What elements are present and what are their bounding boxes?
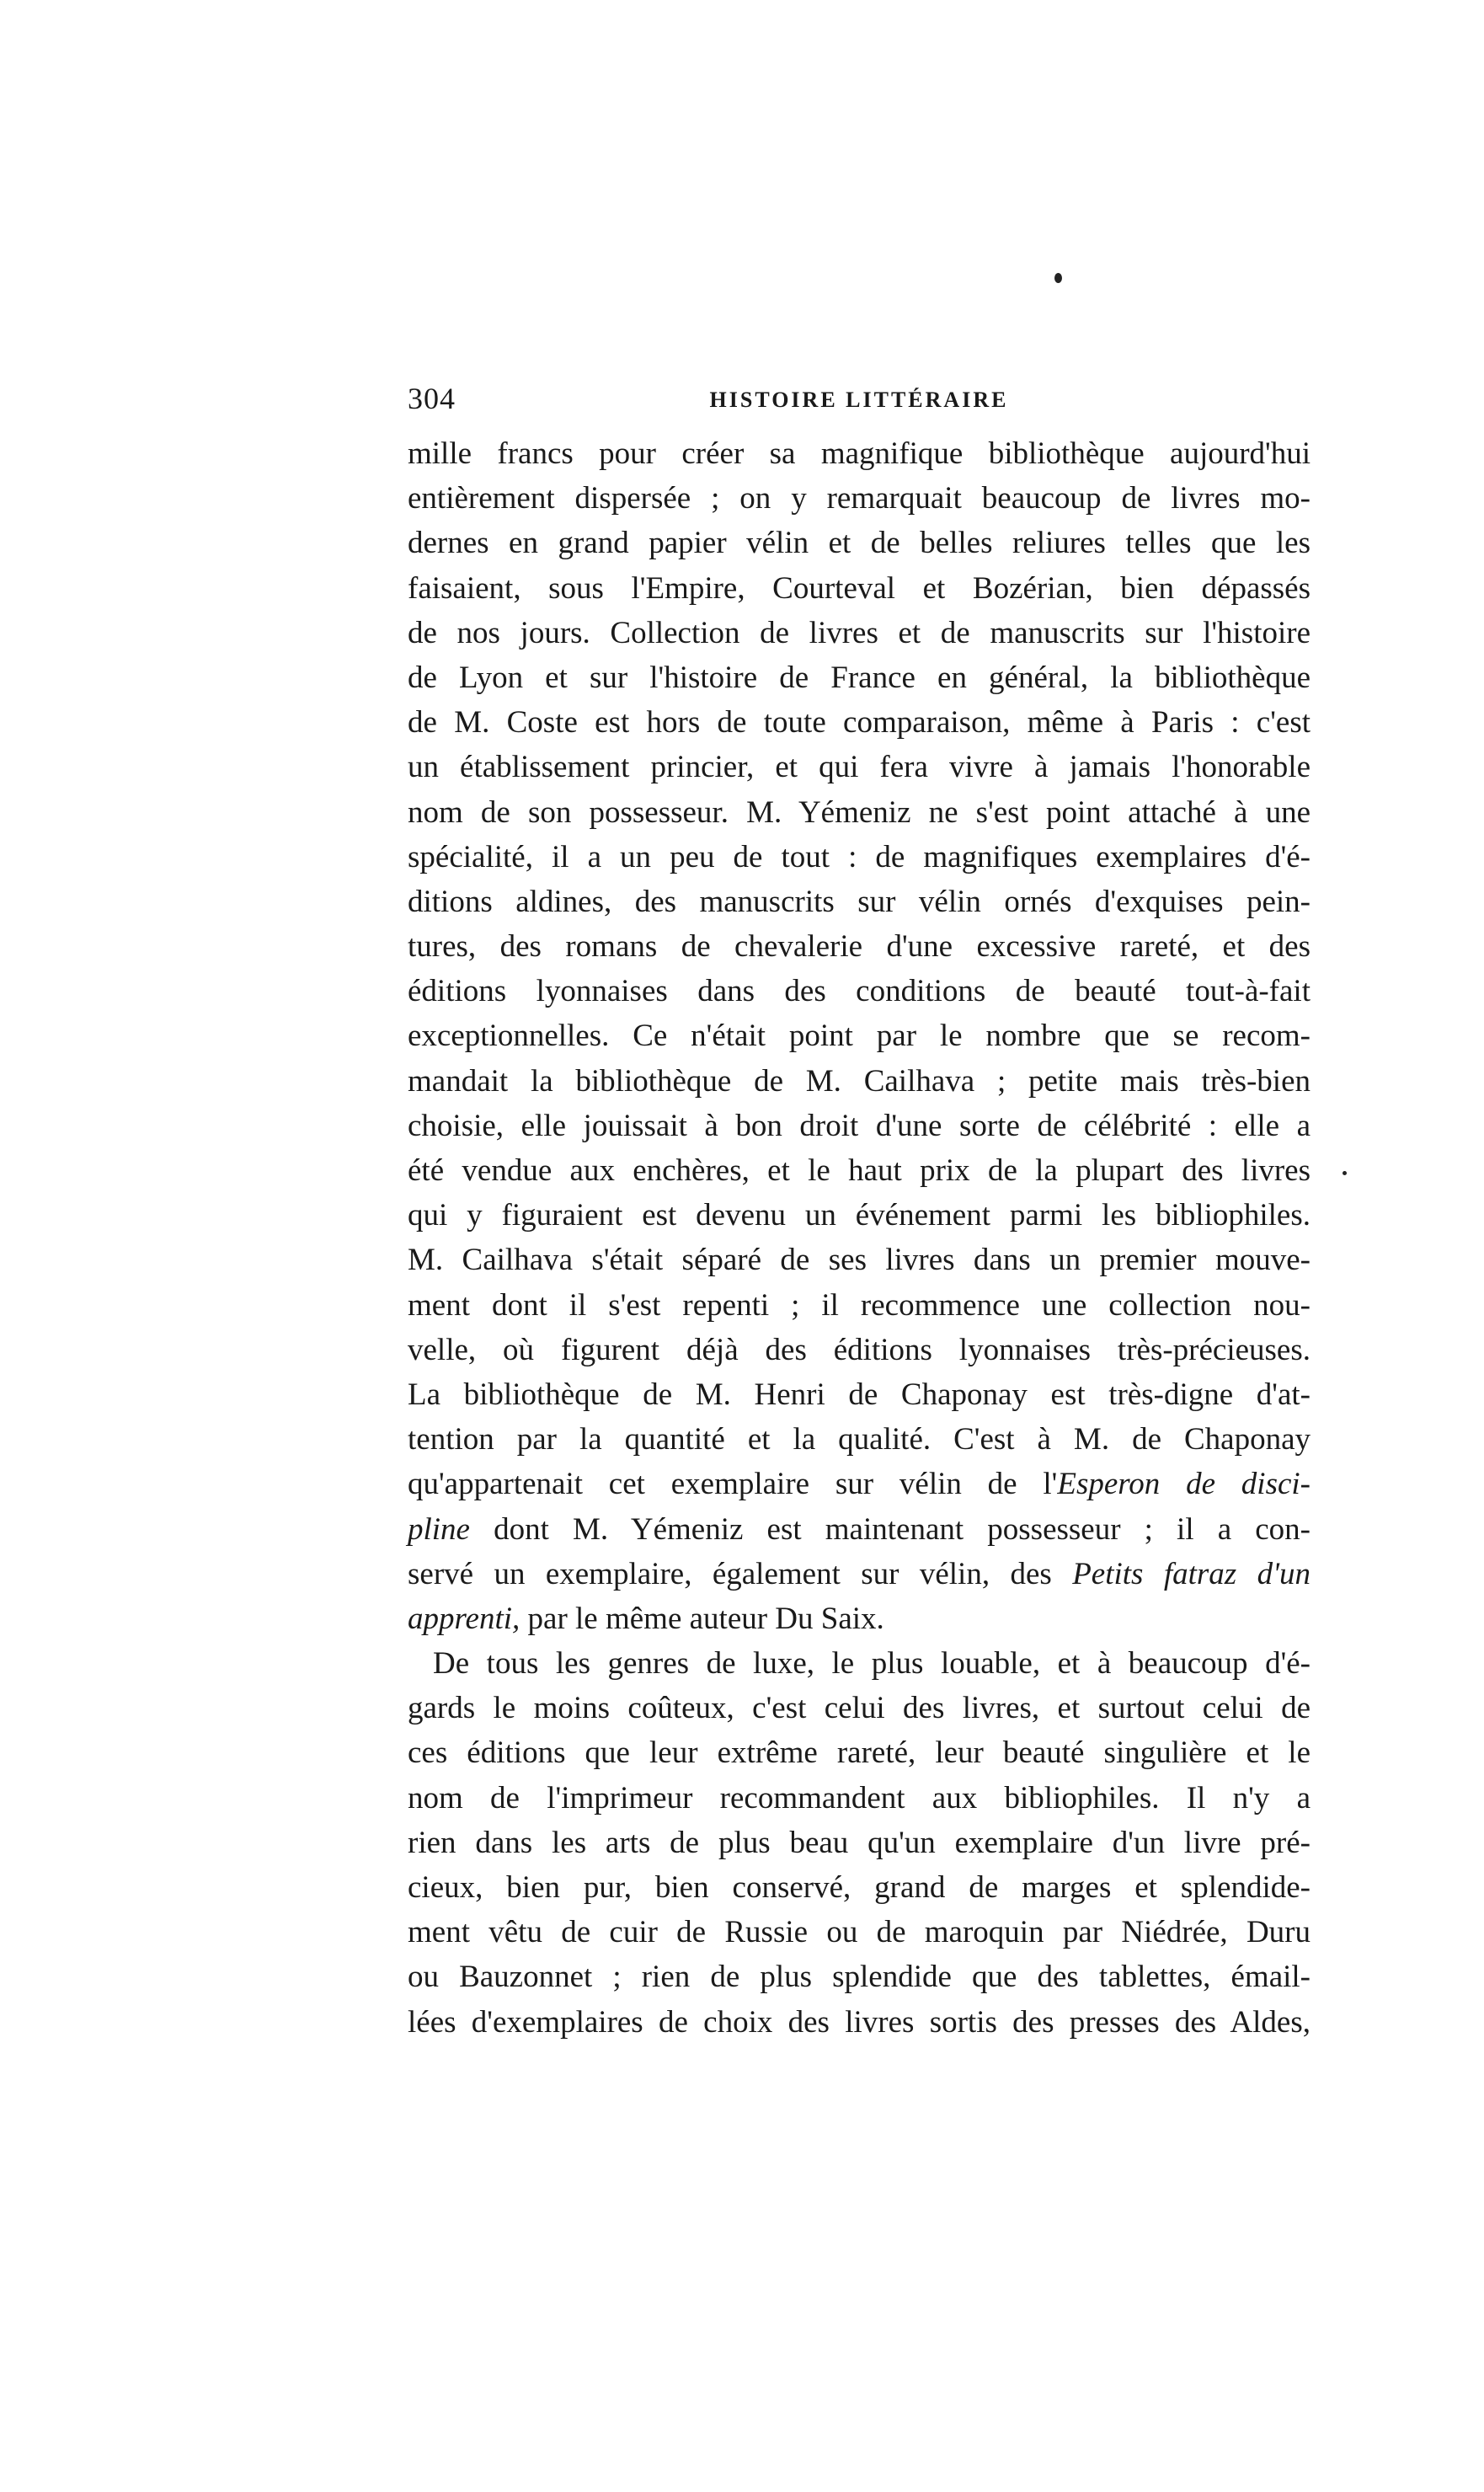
text-line: éditions lyonnaises dans des conditions de beauté tout-à-fait bbox=[408, 974, 1311, 1009]
text-line: tures, des romans de chevalerie d'une excessive rareté, et des bbox=[408, 929, 1311, 965]
text-run: qu'appartenait cet exemplaire sur vélin de l' bbox=[408, 1467, 1058, 1502]
text-line bbox=[408, 1552, 1311, 1596]
italic-title: apprenti, bbox=[408, 1601, 520, 1636]
text-line: gards le moins coûteux, c'est celui des livres, et surtout celui de bbox=[408, 1691, 1311, 1726]
ink-speck-icon bbox=[1343, 1171, 1347, 1175]
text-line: de nos jours. Collection de livres et de manuscrits sur l'histoire bbox=[408, 615, 1311, 650]
text-line: cieux, bien pur, bien conservé, grand de marges et splendide- bbox=[408, 1870, 1311, 1905]
page-number: 304 bbox=[408, 382, 456, 415]
text-line: de M. Coste est hors de toute comparaison, même à Paris : c'est bbox=[408, 705, 1311, 741]
text-line: entièrement dispersée ; on y remarquait beaucoup de livres mo- bbox=[408, 481, 1311, 516]
text-line: velle, où figurent déjà des éditions lyonnaises très-précieuses. bbox=[408, 1332, 1311, 1367]
text-line bbox=[408, 1596, 1311, 1641]
text-line: rien dans les arts de plus beau qu'un exemplaire d'un livre pré- bbox=[408, 1825, 1311, 1860]
text-run: par le même auteur Du Saix. bbox=[520, 1601, 884, 1636]
text-line: tention par la quantité et la qualité. C'est à M. de Chaponay bbox=[408, 1422, 1311, 1457]
text-line: un établissement princier, et qui fera vivre à jamais l'honorable bbox=[408, 750, 1311, 785]
text-line: ment dont il s'est repenti ; il recommence une collection nou- bbox=[408, 1287, 1311, 1323]
text-line bbox=[408, 1462, 1311, 1506]
text-line: De tous les genres de luxe, le plus louable, et à beaucoup d'é- bbox=[433, 1646, 1311, 1682]
text-line: ou Bauzonnet ; rien de plus splendide que des tablettes, émail- bbox=[408, 1960, 1311, 1995]
text-line: choisie, elle jouissait à bon droit d'une sorte de célébrité : elle a bbox=[408, 1108, 1311, 1143]
text-line: de Lyon et sur l'histoire de France en général, la bibliothèque bbox=[408, 660, 1311, 695]
text-line: faisaient, sous l'Empire, Courteval et Bozérian, bien dépassés bbox=[408, 570, 1311, 606]
text-line: mandait la bibliothèque de M. Cailhava ; petite mais très-bien bbox=[408, 1063, 1311, 1099]
text-line bbox=[408, 1507, 1311, 1552]
text-line: ment vêtu de cuir de Russie ou de maroquin par Niédrée, Duru bbox=[408, 1915, 1311, 1950]
text-line: M. Cailhava s'était séparé de ses livres dans un premier mouve- bbox=[408, 1243, 1311, 1278]
text-line: mille francs pour créer sa magnifique bibliothèque aujourd'hui bbox=[408, 436, 1311, 471]
text-line: lées d'exemplaires de choix des livres sortis des presses des Aldes, bbox=[408, 2004, 1311, 2040]
italic-title: pline bbox=[408, 1511, 470, 1547]
text-run: dont M. Yémeniz est maintenant possesseur ; il a con- bbox=[469, 1511, 1311, 1547]
text-line: nom de l'imprimeur recommandent aux bibliophiles. Il n'y a bbox=[408, 1780, 1311, 1816]
ink-speck-icon bbox=[1054, 273, 1062, 283]
text-line: La bibliothèque de M. Henri de Chaponay est très-digne d'at- bbox=[408, 1377, 1311, 1412]
text-line: ditions aldines, des manuscrits sur vélin ornés d'exquises pein- bbox=[408, 884, 1311, 919]
text-line: nom de son possesseur. M. Yémeniz ne s'est point attaché à une bbox=[408, 794, 1311, 830]
page-header bbox=[408, 381, 1311, 428]
italic-title: Petits fatraz d'un bbox=[1072, 1556, 1311, 1591]
text-run: servé un exemplaire, également sur vélin, des bbox=[408, 1556, 1073, 1591]
running-head: HISTOIRE LITTÉRAIRE bbox=[709, 388, 1009, 412]
text-line: exceptionnelles. Ce n'était point par le nombre que se recom- bbox=[408, 1019, 1311, 1054]
text-line: été vendue aux enchères, et le haut prix de la plupart des livres bbox=[408, 1153, 1311, 1188]
text-line: dernes en grand papier vélin et de belles reliures telles que les bbox=[408, 526, 1311, 561]
text-line: spécialité, il a un peu de tout : de magnifiques exemplaires d'é- bbox=[408, 839, 1311, 874]
text-line: ces éditions que leur extrême rareté, leur beauté singulière et le bbox=[408, 1735, 1311, 1771]
italic-title: Esperon de disci- bbox=[1057, 1467, 1311, 1502]
text-line: qui y figuraient est devenu un événement parmi les bibliophiles. bbox=[408, 1198, 1311, 1233]
body-text bbox=[408, 431, 1311, 2045]
